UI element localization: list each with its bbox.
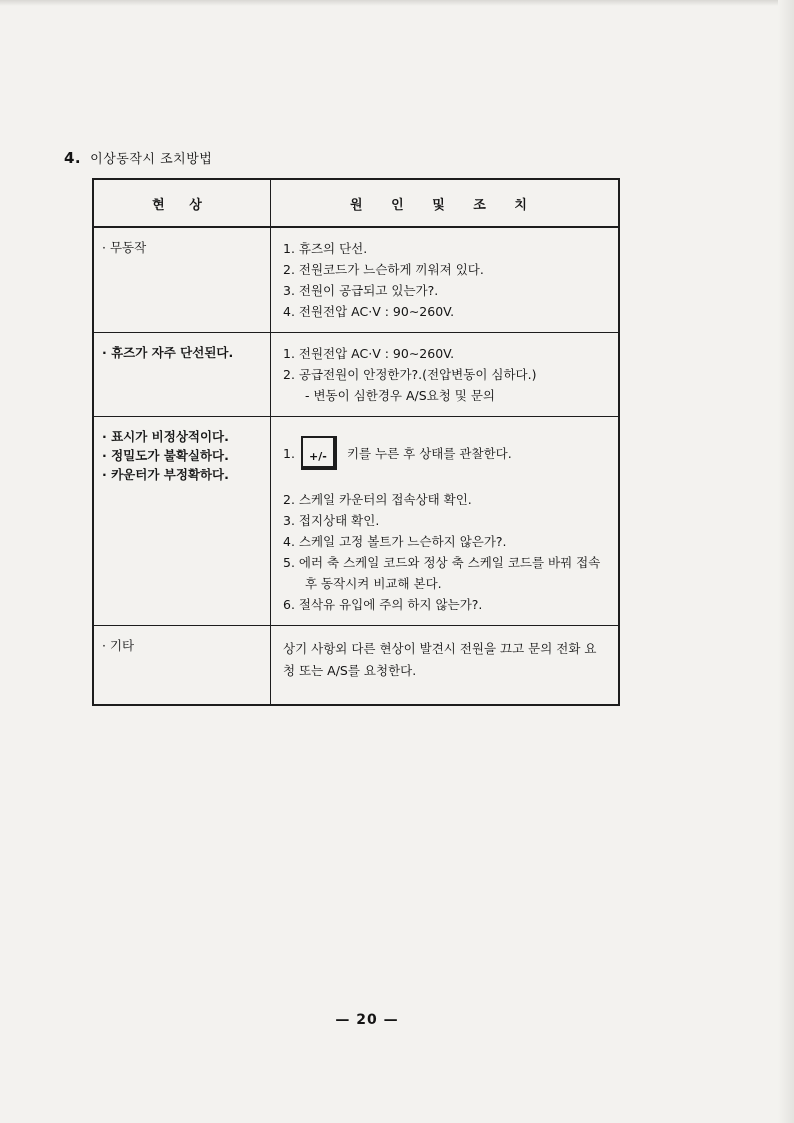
symptom-item: · 카운터가 부정확하다.: [102, 467, 229, 482]
symptom-item: · 정밀도가 불확실하다.: [102, 448, 229, 463]
action-cell: [271, 333, 620, 417]
action-list: [271, 228, 618, 332]
symptom-list: [94, 626, 270, 655]
plus-minus-key-icon: [301, 436, 337, 470]
action-item: 3. 전원이 공급되고 있는가?.: [283, 283, 439, 298]
key-step-text: 키를 누른 후 상태를 관찰한다.: [346, 445, 512, 461]
action-item: 2. 스케일 카운터의 접속상태 확인.: [283, 492, 472, 507]
key-label: +/-: [309, 450, 327, 463]
action-item: 4. 전원전압 AC·V : 90∼260V.: [283, 304, 455, 319]
action-item: 2. 공급전원이 안정한가?.(전압변동이 심하다.): [283, 367, 537, 382]
action-item-key-step: [283, 427, 608, 479]
page-top-edge: [0, 0, 794, 6]
action-item: 4. 스케일 고정 볼트가 느슨하지 않은가?.: [283, 534, 507, 549]
action-item: 5. 에러 축 스케일 코드와 정상 축 스케일 코드를 바꿔 접속 후 동작시켜 비교해 본다.: [283, 555, 601, 591]
section-heading: [64, 148, 212, 167]
page-number: — 20 —: [335, 1012, 399, 1028]
action-item: 3. 접지상태 확인.: [283, 513, 380, 528]
symptom-item: · 기타: [102, 638, 135, 653]
symptom-cell: [93, 227, 271, 333]
symptom-cell: [93, 626, 271, 706]
action-cell: [271, 227, 620, 333]
header-symptom: 현 상: [93, 179, 271, 227]
table-row: [93, 626, 619, 706]
action-cell: [271, 417, 620, 626]
symptom-list: [94, 333, 270, 362]
symptom-cell: [93, 333, 271, 417]
action-item: 1. 휴즈의 단선.: [283, 241, 368, 256]
table-header-row: [93, 179, 619, 227]
section-number: 4.: [64, 149, 82, 167]
symptom-cell: [93, 417, 271, 626]
table-row: [93, 333, 619, 417]
troubleshooting-table: [92, 178, 620, 706]
action-list: [271, 417, 618, 625]
symptom-list: [94, 228, 270, 257]
header-cause-action: 원 인 및 조 치: [271, 179, 620, 227]
action-cell: [271, 626, 620, 706]
symptom-item: · 휴즈가 자주 단선된다.: [102, 345, 234, 360]
table-row: [93, 227, 619, 333]
action-item: 2. 전원코드가 느슨하게 끼워져 있다.: [283, 262, 484, 277]
symptom-item: · 표시가 비정상적이다.: [102, 429, 229, 444]
action-item: 6. 절삭유 유입에 주의 하지 않는가?.: [283, 597, 483, 612]
action-item: 1. 전원전압 AC·V : 90∼260V.: [283, 346, 455, 361]
symptom-item: · 무동작: [102, 240, 147, 255]
page-right-edge: [778, 0, 794, 1123]
section-title: 이상동작시 조치방법: [90, 152, 213, 167]
other-action-text: 상기 사항외 다른 현상이 발견시 전원을 끄고 문의 전화 요청 또는 A/S를 요청한다.: [283, 641, 597, 678]
action-subitem: - 변동이 심한경우 A/S요청 및 문의: [305, 388, 495, 403]
action-list: [271, 333, 618, 416]
symptom-list: [94, 417, 270, 484]
key-step-number: 1.: [283, 445, 295, 461]
table-row: [93, 417, 619, 626]
